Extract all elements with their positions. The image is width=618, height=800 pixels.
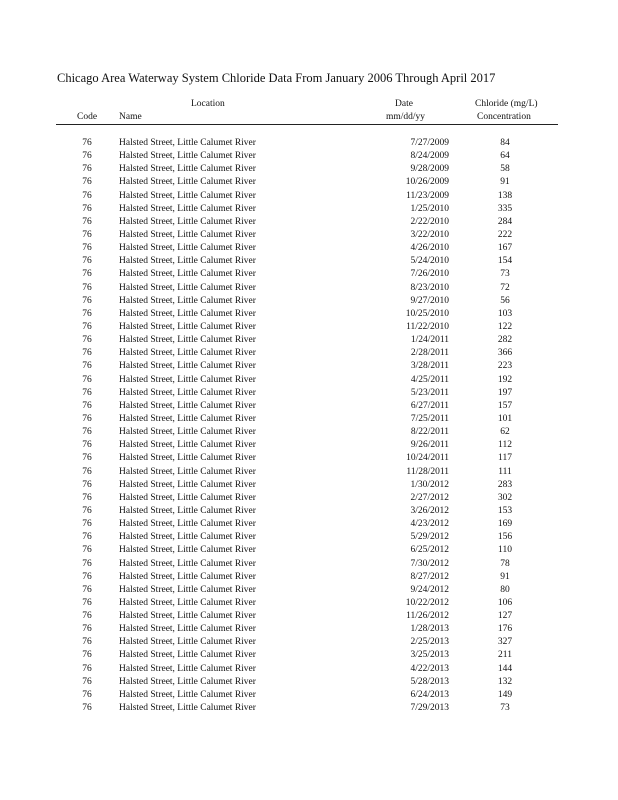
table-row — [0, 544, 618, 557]
cell-code: 76 — [82, 479, 92, 490]
cell-code: 76 — [82, 282, 92, 293]
cell-date: 6/27/2011 — [410, 400, 449, 411]
cell-location-name: Halsted Street, Little Calumet River — [119, 440, 256, 451]
table-row — [0, 571, 618, 584]
cell-concentration: 169 — [497, 519, 513, 530]
cell-date: 4/25/2011 — [410, 374, 449, 385]
cell-location-name: Halsted Street, Little Calumet River — [119, 650, 256, 661]
cell-concentration: 282 — [497, 335, 513, 346]
cell-concentration: 73 — [500, 269, 510, 280]
cell-code: 76 — [82, 492, 92, 503]
table-row — [0, 466, 618, 479]
cell-code: 76 — [82, 295, 92, 306]
cell-location-name: Halsted Street, Little Calumet River — [119, 703, 256, 714]
cell-concentration: 101 — [497, 413, 513, 424]
cell-code: 76 — [82, 335, 92, 346]
cell-concentration: 366 — [497, 348, 513, 359]
table-row — [0, 137, 618, 150]
cell-date: 10/26/2009 — [405, 177, 449, 188]
cell-date: 2/22/2010 — [410, 216, 449, 227]
cell-concentration: 327 — [497, 637, 513, 648]
table-row — [0, 255, 618, 268]
cell-date: 8/23/2010 — [410, 282, 449, 293]
header-date: Date — [395, 99, 413, 109]
cell-code: 76 — [82, 611, 92, 622]
cell-concentration: 64 — [500, 151, 510, 162]
cell-date: 10/25/2010 — [405, 308, 449, 319]
cell-date: 4/23/2012 — [410, 519, 449, 530]
cell-date: 3/22/2010 — [410, 229, 449, 240]
header-name: Name — [119, 112, 142, 122]
cell-code: 76 — [82, 558, 92, 569]
cell-location-name: Halsted Street, Little Calumet River — [119, 177, 256, 188]
cell-location-name: Halsted Street, Little Calumet River — [119, 269, 256, 280]
table-row — [0, 505, 618, 518]
table-row — [0, 360, 618, 373]
cell-code: 76 — [82, 190, 92, 201]
cell-date: 11/23/2009 — [406, 190, 449, 201]
cell-code: 76 — [82, 321, 92, 332]
cell-date: 5/28/2013 — [410, 676, 449, 687]
cell-concentration: 223 — [497, 361, 513, 372]
cell-location-name: Halsted Street, Little Calumet River — [119, 427, 256, 438]
cell-code: 76 — [82, 387, 92, 398]
cell-code: 76 — [82, 308, 92, 319]
cell-location-name: Halsted Street, Little Calumet River — [119, 558, 256, 569]
cell-code: 76 — [82, 663, 92, 674]
cell-date: 5/24/2010 — [410, 256, 449, 267]
table-row — [0, 334, 618, 347]
table-row — [0, 518, 618, 531]
cell-date: 1/30/2012 — [410, 479, 449, 490]
cell-date: 7/30/2012 — [410, 558, 449, 569]
cell-date: 3/25/2013 — [410, 650, 449, 661]
table-row — [0, 558, 618, 571]
cell-code: 76 — [82, 177, 92, 188]
cell-concentration: 283 — [497, 479, 513, 490]
cell-location-name: Halsted Street, Little Calumet River — [119, 413, 256, 424]
cell-date: 7/26/2010 — [410, 269, 449, 280]
cell-concentration: 110 — [498, 545, 512, 556]
cell-concentration: 91 — [500, 571, 510, 582]
header-code: Code — [77, 112, 98, 122]
cell-concentration: 78 — [500, 558, 510, 569]
cell-code: 76 — [82, 545, 92, 556]
cell-location-name: Halsted Street, Little Calumet River — [119, 453, 256, 464]
table-row — [0, 426, 618, 439]
table-row — [0, 295, 618, 308]
cell-date: 8/27/2012 — [410, 571, 449, 582]
cell-code: 76 — [82, 689, 92, 700]
cell-concentration: 222 — [497, 229, 513, 240]
cell-code: 76 — [82, 256, 92, 267]
cell-concentration: 154 — [497, 256, 513, 267]
header-rule — [56, 124, 558, 125]
cell-code: 76 — [82, 164, 92, 175]
cell-location-name: Halsted Street, Little Calumet River — [119, 611, 256, 622]
cell-date: 2/25/2013 — [410, 637, 449, 648]
table-row — [0, 216, 618, 229]
cell-location-name: Halsted Street, Little Calumet River — [119, 584, 256, 595]
table-row — [0, 584, 618, 597]
cell-concentration: 91 — [500, 177, 510, 188]
table-row — [0, 676, 618, 689]
header-location-group: Location — [191, 99, 225, 109]
table-row — [0, 190, 618, 203]
cell-code: 76 — [82, 400, 92, 411]
cell-concentration: 144 — [497, 663, 513, 674]
table-row — [0, 347, 618, 360]
cell-code: 76 — [82, 348, 92, 359]
header-concentration: Concentration — [477, 112, 531, 122]
cell-date: 9/26/2011 — [410, 440, 449, 451]
table-row — [0, 479, 618, 492]
header-chloride: Chloride (mg/L) — [475, 99, 538, 109]
cell-concentration: 211 — [498, 650, 512, 661]
table-row — [0, 387, 618, 400]
table-row — [0, 203, 618, 216]
cell-location-name: Halsted Street, Little Calumet River — [119, 532, 256, 543]
cell-code: 76 — [82, 203, 92, 214]
cell-location-name: Halsted Street, Little Calumet River — [119, 164, 256, 175]
cell-concentration: 122 — [497, 321, 513, 332]
cell-code: 76 — [82, 703, 92, 714]
cell-concentration: 192 — [497, 374, 513, 385]
cell-date: 11/26/2012 — [406, 611, 449, 622]
cell-concentration: 176 — [497, 624, 513, 635]
table-row — [0, 308, 618, 321]
table-row — [0, 702, 618, 715]
cell-code: 76 — [82, 571, 92, 582]
cell-concentration: 84 — [500, 138, 510, 148]
cell-code: 76 — [82, 216, 92, 227]
cell-location-name: Halsted Street, Little Calumet River — [119, 374, 256, 385]
cell-location-name: Halsted Street, Little Calumet River — [119, 243, 256, 254]
cell-concentration: 111 — [498, 466, 512, 477]
cell-concentration: 132 — [497, 676, 513, 687]
table-row — [0, 150, 618, 163]
cell-code: 76 — [82, 519, 92, 530]
cell-location-name: Halsted Street, Little Calumet River — [119, 151, 256, 162]
cell-date: 5/23/2011 — [410, 387, 449, 398]
cell-location-name: Halsted Street, Little Calumet River — [119, 545, 256, 556]
cell-concentration: 112 — [498, 440, 512, 451]
table-row — [0, 531, 618, 544]
table-row — [0, 176, 618, 189]
cell-location-name: Halsted Street, Little Calumet River — [119, 229, 256, 240]
cell-code: 76 — [82, 637, 92, 648]
cell-location-name: Halsted Street, Little Calumet River — [119, 597, 256, 608]
cell-date: 11/28/2011 — [406, 466, 449, 477]
cell-date: 1/28/2013 — [410, 624, 449, 635]
cell-code: 76 — [82, 650, 92, 661]
cell-concentration: 197 — [497, 387, 513, 398]
table-row — [0, 689, 618, 702]
cell-date: 2/27/2012 — [410, 492, 449, 503]
cell-concentration: 153 — [497, 505, 513, 516]
cell-location-name: Halsted Street, Little Calumet River — [119, 321, 256, 332]
cell-code: 76 — [82, 453, 92, 464]
cell-date: 7/27/2009 — [410, 138, 449, 148]
cell-date: 9/24/2012 — [410, 584, 449, 595]
cell-location-name: Halsted Street, Little Calumet River — [119, 256, 256, 267]
cell-concentration: 302 — [497, 492, 513, 503]
cell-code: 76 — [82, 466, 92, 477]
table-row — [0, 163, 618, 176]
cell-date: 5/29/2012 — [410, 532, 449, 543]
table-row — [0, 649, 618, 662]
cell-concentration: 56 — [500, 295, 510, 306]
data-table — [0, 137, 618, 715]
cell-code: 76 — [82, 532, 92, 543]
cell-concentration: 149 — [497, 689, 513, 700]
cell-location-name: Halsted Street, Little Calumet River — [119, 689, 256, 700]
cell-code: 76 — [82, 624, 92, 635]
cell-location-name: Halsted Street, Little Calumet River — [119, 466, 256, 477]
cell-location-name: Halsted Street, Little Calumet River — [119, 216, 256, 227]
cell-date: 1/25/2010 — [410, 203, 449, 214]
cell-concentration: 103 — [497, 308, 513, 319]
table-row — [0, 321, 618, 334]
cell-date: 1/24/2011 — [410, 335, 449, 346]
cell-location-name: Halsted Street, Little Calumet River — [119, 505, 256, 516]
table-row — [0, 452, 618, 465]
table-row — [0, 268, 618, 281]
cell-concentration: 58 — [500, 164, 510, 175]
cell-concentration: 157 — [497, 400, 513, 411]
cell-date: 6/24/2013 — [410, 689, 449, 700]
cell-code: 76 — [82, 269, 92, 280]
cell-location-name: Halsted Street, Little Calumet River — [119, 676, 256, 687]
cell-date: 10/24/2011 — [406, 453, 449, 464]
cell-concentration: 284 — [497, 216, 513, 227]
cell-code: 76 — [82, 440, 92, 451]
cell-date: 6/25/2012 — [410, 545, 449, 556]
cell-location-name: Halsted Street, Little Calumet River — [119, 203, 256, 214]
cell-date: 3/26/2012 — [410, 505, 449, 516]
cell-concentration: 335 — [497, 203, 513, 214]
cell-concentration: 62 — [500, 427, 510, 438]
cell-code: 76 — [82, 413, 92, 424]
table-row — [0, 597, 618, 610]
table-row — [0, 400, 618, 413]
cell-date: 7/29/2013 — [410, 703, 449, 714]
cell-code: 76 — [82, 427, 92, 438]
cell-concentration: 80 — [500, 584, 510, 595]
table-row — [0, 439, 618, 452]
table-row — [0, 282, 618, 295]
cell-code: 76 — [82, 676, 92, 687]
cell-concentration: 106 — [497, 597, 513, 608]
cell-date: 7/25/2011 — [410, 413, 449, 424]
cell-code: 76 — [82, 505, 92, 516]
cell-date: 11/22/2010 — [406, 321, 449, 332]
table-row — [0, 374, 618, 387]
cell-date: 10/22/2012 — [405, 597, 449, 608]
cell-location-name: Halsted Street, Little Calumet River — [119, 663, 256, 674]
table-row — [0, 623, 618, 636]
cell-concentration: 138 — [497, 190, 513, 201]
table-row — [0, 636, 618, 649]
cell-code: 76 — [82, 151, 92, 162]
cell-location-name: Halsted Street, Little Calumet River — [119, 335, 256, 346]
page-title: Chicago Area Waterway System Chloride Data From January 2006 Through April 2017 — [57, 71, 496, 85]
cell-location-name: Halsted Street, Little Calumet River — [119, 295, 256, 306]
table-row — [0, 229, 618, 242]
cell-concentration: 156 — [497, 532, 513, 543]
cell-concentration: 73 — [500, 703, 510, 714]
cell-date: 4/22/2013 — [410, 663, 449, 674]
cell-concentration: 167 — [497, 243, 513, 254]
cell-date: 9/27/2010 — [410, 295, 449, 306]
cell-date: 8/22/2011 — [410, 427, 449, 438]
cell-code: 76 — [82, 138, 92, 148]
cell-date: 9/28/2009 — [410, 164, 449, 175]
cell-code: 76 — [82, 597, 92, 608]
table-row — [0, 610, 618, 623]
cell-location-name: Halsted Street, Little Calumet River — [119, 190, 256, 201]
header-date-format: mm/dd/yy — [386, 112, 426, 122]
cell-location-name: Halsted Street, Little Calumet River — [119, 492, 256, 503]
cell-location-name: Halsted Street, Little Calumet River — [119, 282, 256, 293]
cell-concentration: 127 — [497, 611, 513, 622]
table-row — [0, 663, 618, 676]
cell-date: 4/26/2010 — [410, 243, 449, 254]
cell-location-name: Halsted Street, Little Calumet River — [119, 479, 256, 490]
cell-date: 3/28/2011 — [410, 361, 449, 372]
cell-code: 76 — [82, 584, 92, 595]
cell-code: 76 — [82, 229, 92, 240]
cell-location-name: Halsted Street, Little Calumet River — [119, 624, 256, 635]
cell-location-name: Halsted Street, Little Calumet River — [119, 361, 256, 372]
cell-concentration: 117 — [498, 453, 512, 464]
table-row — [0, 492, 618, 505]
table-row — [0, 413, 618, 426]
cell-location-name: Halsted Street, Little Calumet River — [119, 348, 256, 359]
cell-code: 76 — [82, 243, 92, 254]
cell-code: 76 — [82, 374, 92, 385]
cell-date: 2/28/2011 — [410, 348, 449, 359]
cell-location-name: Halsted Street, Little Calumet River — [119, 400, 256, 411]
cell-location-name: Halsted Street, Little Calumet River — [119, 138, 256, 148]
cell-date: 8/24/2009 — [410, 151, 449, 162]
cell-location-name: Halsted Street, Little Calumet River — [119, 308, 256, 319]
cell-code: 76 — [82, 361, 92, 372]
table-row — [0, 242, 618, 255]
cell-location-name: Halsted Street, Little Calumet River — [119, 637, 256, 648]
cell-location-name: Halsted Street, Little Calumet River — [119, 387, 256, 398]
cell-location-name: Halsted Street, Little Calumet River — [119, 571, 256, 582]
cell-location-name: Halsted Street, Little Calumet River — [119, 519, 256, 530]
cell-concentration: 72 — [500, 282, 510, 293]
